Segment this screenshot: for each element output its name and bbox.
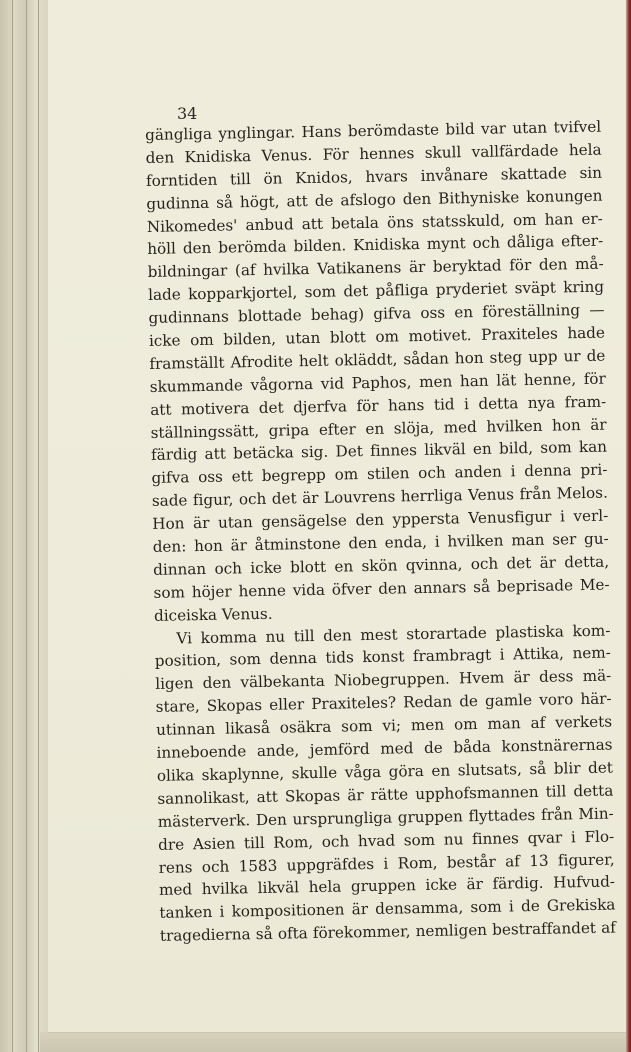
text-line: att motivera det djerfva för hans tid i detta nya fram- bbox=[150, 392, 607, 419]
text-line: Hon är utan gensägelse den yppersta Venusfigur i verl- bbox=[152, 506, 609, 534]
text-line: tragedierna så ofta förekommer, nemligen bestraffandet af bbox=[159, 918, 616, 946]
text-line: utinnan likaså osäkra som vi; men om man af verkets bbox=[155, 712, 613, 740]
text-line: färdig att betäcka sig. Det finnes likväl en bild, som kan bbox=[150, 438, 608, 465]
text-line: höll den berömda bilden. Knidiska mynt och dåliga efter- bbox=[147, 232, 604, 259]
text-line: mästerverk. Den ursprungliga gruppen flyttades från Min- bbox=[157, 804, 614, 831]
text-line: Vi komma nu till den mest storartade plastiska kom- bbox=[176, 621, 611, 648]
text-line: icke om bilden, utan blott om motivet. Praxiteles hade bbox=[148, 323, 606, 350]
text-line: den: hon är åtminstone den enda, i hvilken man ser gu- bbox=[152, 529, 609, 556]
text-line: framställt Afrodite helt okläddt, sådan hon steg upp ur de bbox=[149, 346, 606, 373]
text-line: bildningar (af hvilka Vatikanens är beryktad för den må- bbox=[147, 254, 604, 282]
body-text bbox=[145, 116, 616, 948]
text-line: dre Asien till Rom, och hvad som nu finnes qvar i Flo- bbox=[158, 827, 615, 854]
text-line: inneboende ande, jemförd med de båda konstnärernas bbox=[156, 735, 613, 762]
text-line: rens och 1583 uppgräfdes i Rom, består af 13 figurer, bbox=[158, 850, 615, 877]
text-line: tanken i kompositionen är densamma, som i de Grekiska bbox=[159, 895, 616, 923]
text-line: position, som denna tids konst frambragt i Attika, nem- bbox=[154, 644, 611, 671]
book-spine-shadow bbox=[0, 0, 48, 1052]
text-line: gudinnans blottade behag) gifva oss en föreställning — bbox=[148, 300, 605, 328]
text-line: skummande vågorna vid Paphos, men han lät henne, för bbox=[149, 369, 606, 396]
spine-line bbox=[26, 0, 27, 1052]
text-line: sannolikast, att Skopas är rätte upphofsmannen till detta bbox=[157, 781, 614, 808]
text-line: dinnan och icke blott en skön qvinna, och det är detta, bbox=[153, 552, 610, 579]
text-line: gudinna så högt, att de afslogo den Bithyniske konungen bbox=[146, 186, 603, 213]
text-line: ställningssätt, gripa efter en slöja, med hvilken hon är bbox=[150, 415, 607, 442]
book-cover-edge bbox=[626, 0, 631, 1052]
text-line: Nikomedes' anbud att betala öns statsskuld, om han er- bbox=[146, 209, 603, 236]
text-line: med hvilka likväl hela gruppen icke är färdig. Hufvud- bbox=[158, 872, 616, 900]
text-line: ligen den välbekanta Niobegruppen. Hvem är dess mä- bbox=[155, 666, 612, 694]
text-line: diceiska Venus. bbox=[153, 604, 273, 625]
spine-line bbox=[38, 0, 39, 1052]
text-line: forntiden till ön Knidos, hvars invånare skattade sin bbox=[145, 163, 603, 190]
text-line: gifva oss ett begrepp om stilen och anden i denna pri- bbox=[151, 460, 608, 488]
text-line: gängliga ynglingar. Hans berömdaste bild var utan tvifvel bbox=[145, 117, 602, 144]
text-line: som höjer henne vida öfver den annars så beprisade Me- bbox=[153, 575, 610, 602]
text-line: lade kopparkjortel, som det påfliga pryderiet sväpt kring bbox=[147, 277, 605, 305]
text-line: stare, Skopas eller Praxiteles? Redan de gamle voro här- bbox=[155, 689, 612, 717]
page-number: 34 bbox=[177, 104, 198, 123]
spine-line bbox=[12, 0, 13, 1052]
text-line: den Knidiska Venus. För hennes skull vallfärdade hela bbox=[145, 140, 602, 167]
text-line: sade figur, och det är Louvrens herrliga Venus från Melos. bbox=[151, 483, 609, 511]
page-bottom-edge bbox=[40, 1032, 631, 1052]
text-line: olika skaplynne, skulle våga göra en slutsats, så blir det bbox=[156, 758, 614, 785]
